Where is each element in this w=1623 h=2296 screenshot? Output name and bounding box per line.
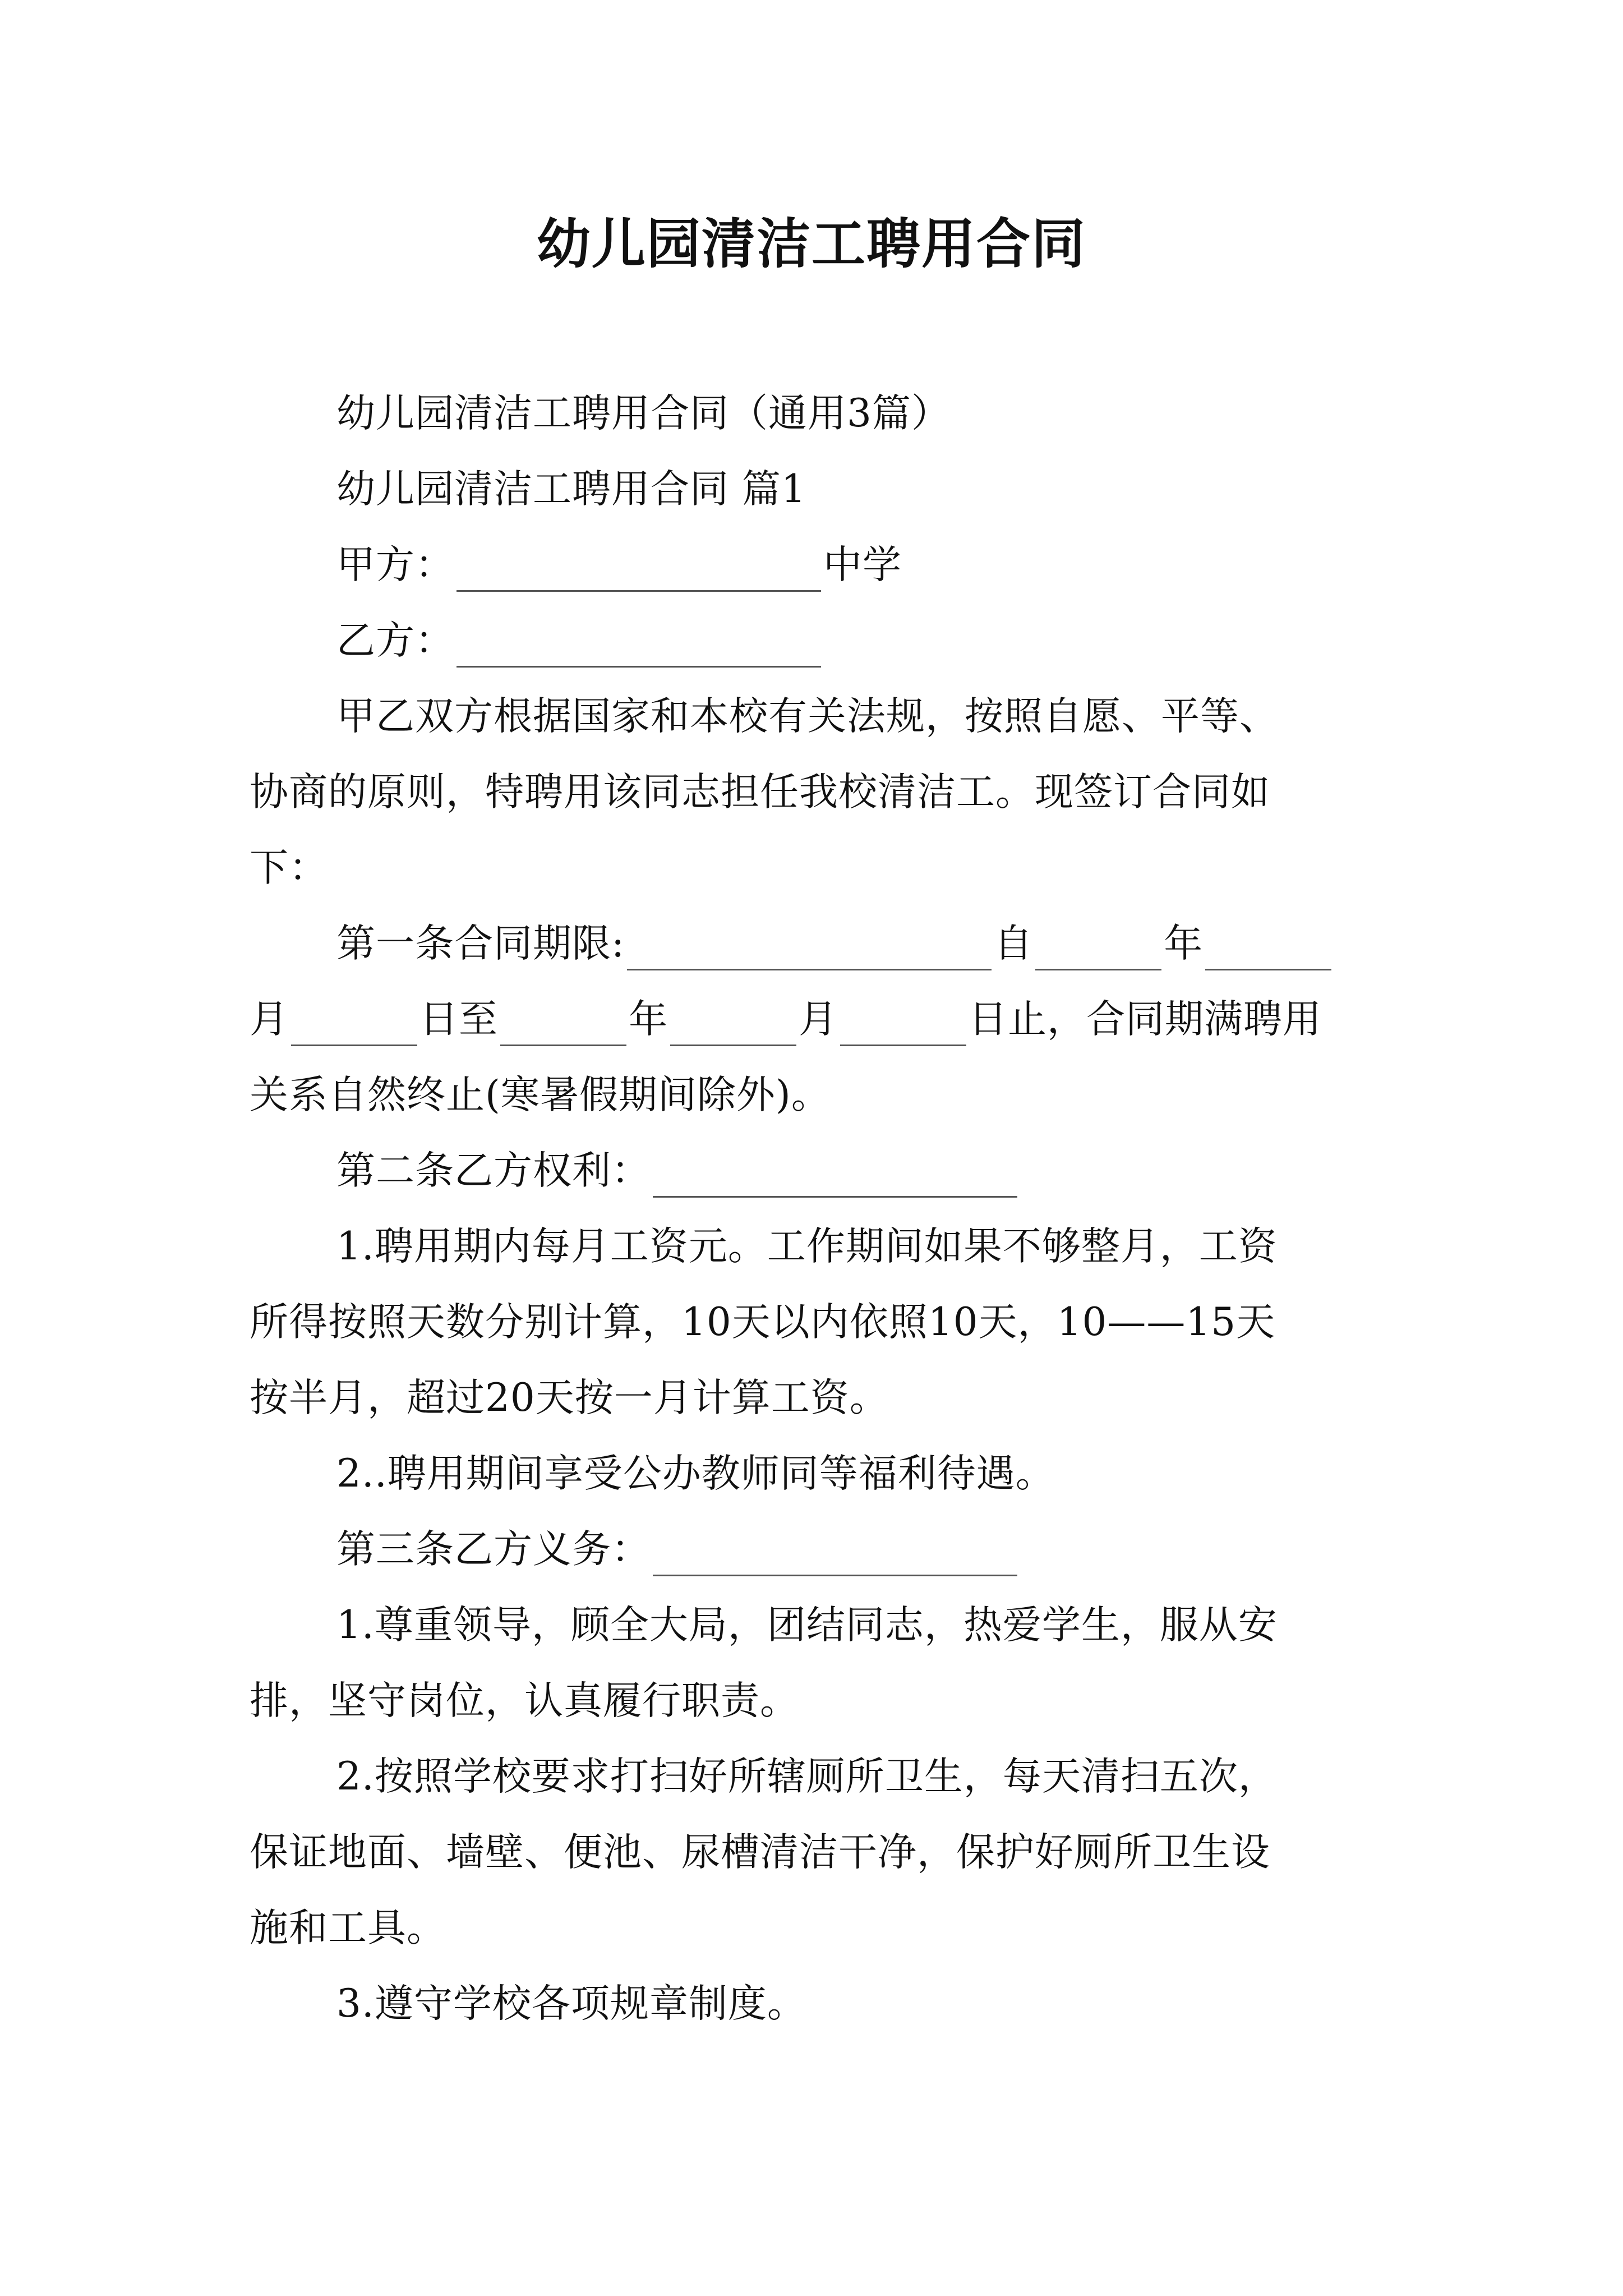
- party-a-line: [336, 539, 1469, 592]
- party-a-label: 甲方：: [336, 542, 454, 587]
- article1-label: 第一条合同期限:: [336, 921, 625, 966]
- article1-line-2: [250, 993, 1382, 1046]
- article2-heading: [336, 1144, 1469, 1198]
- subtitle: 幼儿园清洁工聘用合同（通用3篇）: [336, 391, 951, 436]
- intro-line-3: 下：: [250, 845, 328, 890]
- article2-item1-line-1: 1.聘用期内每月工资元。工作期间如果不够整月，工资: [336, 1224, 1278, 1269]
- article2-blank: [653, 1157, 1017, 1198]
- section-heading: 幼儿园清洁工聘用合同 篇1: [336, 467, 806, 512]
- article1-zi: 自: [994, 921, 1034, 966]
- end-day-blank: [840, 1005, 966, 1046]
- party-a-blank: [457, 551, 821, 592]
- party-b-blank: [457, 627, 821, 668]
- article1-ri-zhi: 日至: [419, 997, 498, 1042]
- article3-item2-line-2: 保证地面、墙壁、便池、尿槽清洁干净，保护好厕所卫生设: [250, 1830, 1270, 1875]
- article3-label: 第三条乙方义务：: [336, 1527, 651, 1572]
- article3-item2-line-3: 施和工具。: [250, 1906, 446, 1950]
- start-year-blank: [1035, 930, 1161, 970]
- article1-blank: [627, 930, 992, 970]
- article2-item2: 2..聘用期间享受公办教师同等福利待遇。: [336, 1451, 1055, 1496]
- article3-item2-line-1: 2.按照学校要求打扫好所辖厕所卫生，每天清扫五次，: [336, 1754, 1278, 1799]
- end-month-blank: [670, 1005, 796, 1046]
- article3-blank: [653, 1535, 1017, 1576]
- article1-yue-2: 月: [799, 997, 838, 1042]
- article3-item3: 3.遵守学校各项规章制度。: [336, 1981, 806, 2026]
- article1-line-3: 关系自然终止(寒暑假期间除外)。: [250, 1073, 831, 1117]
- article1-nian: 年: [1164, 921, 1204, 966]
- article2-label: 第二条乙方权利：: [336, 1148, 651, 1193]
- article3-heading: [336, 1523, 1469, 1576]
- party-a-suffix: 中学: [823, 542, 902, 587]
- article3-item1-line-2: 排，坚守岗位，认真履行职责。: [250, 1678, 799, 1723]
- document-title: 幼儿园清洁工聘用合同: [537, 212, 1086, 275]
- article2-item1-line-3: 按半月，超过20天按一月计算工资。: [250, 1375, 889, 1420]
- end-year-blank: [500, 1005, 626, 1046]
- article1-nian-2: 年: [629, 997, 668, 1042]
- article3-item1-line-1: 1.尊重领导，顾全大局，团结同志，热爱学生，服从安: [336, 1603, 1278, 1648]
- start-month-blank: [1205, 930, 1331, 970]
- article1-yue: 月: [250, 997, 289, 1042]
- article1-line-1: [336, 917, 1469, 970]
- article2-item1-line-2: 所得按照天数分别计算，10天以内依照10天，10——15天: [250, 1300, 1276, 1345]
- article1-ri-zhi-end: 日止，合同期满聘用: [969, 997, 1322, 1042]
- intro-line-1: 甲乙双方根据国家和本校有关法规，按照自愿、平等、: [336, 694, 1279, 739]
- start-day-blank: [291, 1005, 417, 1046]
- party-b-label: 乙方：: [336, 618, 454, 663]
- intro-line-2: 协商的原则，特聘用该同志担任我校清洁工。现签订合同如: [250, 770, 1270, 815]
- party-b-line: [336, 614, 1469, 668]
